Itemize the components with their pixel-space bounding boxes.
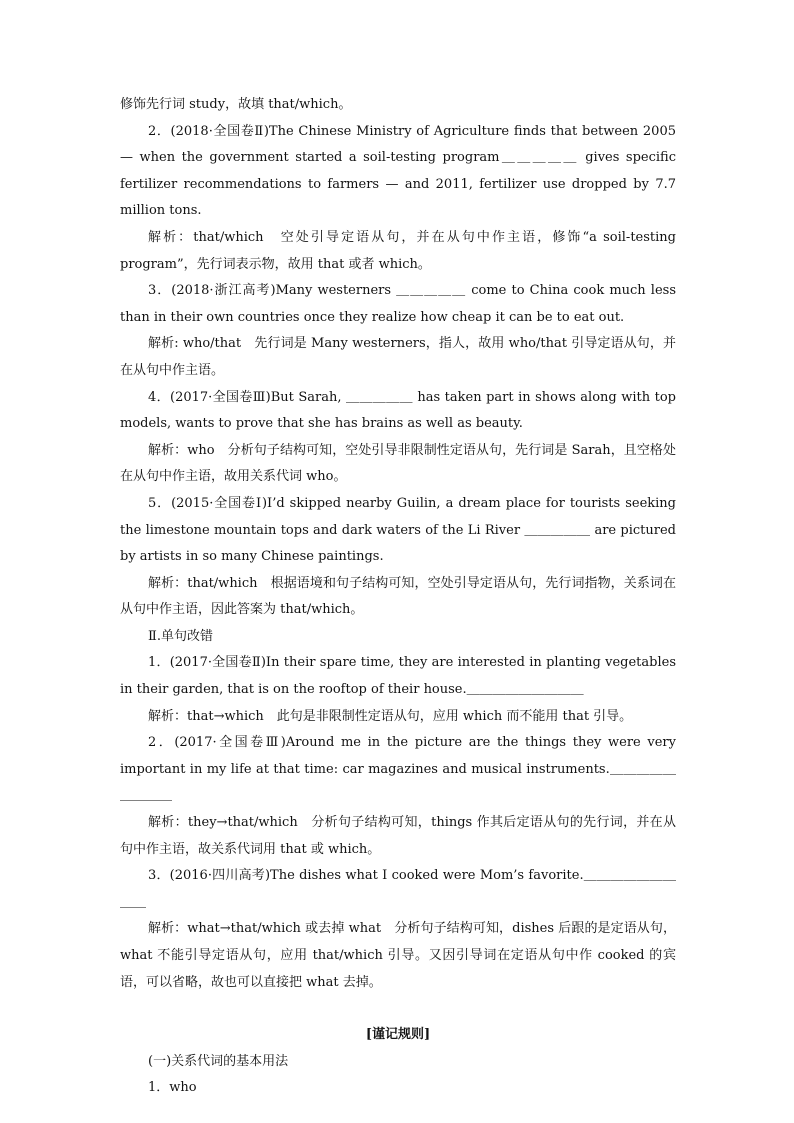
correction-question-3: 3．(2016·四川高考)The dishes what I cooked were Mom’s favorite.＿＿＿＿＿＿＿＿＿ <box>120 868 676 910</box>
rules-heading: [谨记规则] <box>365 1027 431 1043</box>
question-2: 2．(2018·全国卷Ⅱ)The Chinese Ministry of Agriculture finds that between 2005 — when the government started a soil-testing program＿＿＿＿＿ gives specific fertilizer recommendations to farmers — and 2011, fertilizer use dropped by 7.7 million tons. <box>120 123 676 219</box>
paragraph-0: 修饰先行词 study，故填 that/which。 <box>120 97 352 112</box>
correction-analysis-2: 解析：they→that/which 分析句子结构可知，things 作其后定语从句的先行词，并在从句中作主语，故关系代词用 that 或 which。 <box>120 815 676 857</box>
correction-question-2: 2．(2017·全国卷Ⅲ)Around me in the picture are the things they were very important in my life at that time: car magazines and musical instruments.＿＿＿＿＿＿＿＿＿ <box>120 735 676 804</box>
subitem-who: 1．who <box>148 1080 197 1096</box>
analysis-4: 解析：who 分析句子结构可知，空处引导非限制性定语从句，先行词是 Sarah，且空格处在从句中作主语，故用关系代词 who。 <box>120 442 676 485</box>
correction-analysis-1: 解析：that→which 此句是非限制性定语从句，应用 which 而不能用 that 引导。 <box>148 708 633 724</box>
subheading-relative-pronouns: (一)关系代词的基本用法 <box>148 1053 289 1069</box>
question-5: 5．(2015·全国卷Ⅰ)I’d skipped nearby Guilin, a dream place for tourists seeking the limestone mountain tops and dark waters of the Li River ＿＿＿＿＿ are pictured by artists in so many Chinese paintings. <box>120 495 676 565</box>
correction-analysis-3: 解析：what→that/which 或去掉 what 分析句子结构可知，dishes 后跟的是定语从句，what 不能引导定语从句，应用 that/which 引导。又因引导词在定语从句中作 cooked 的宾语，可以省略，故也可以直接把 what 去掉。 <box>120 921 676 990</box>
analysis-3: 解析: who/that 先行词是 Many westerners，指人，故用 who/that 引导定语从句，并在从句中作主语。 <box>120 336 676 378</box>
section-title-error-correction: Ⅱ.单句改错 <box>148 628 213 644</box>
question-4: 4．(2017·全国卷Ⅲ)But Sarah, ＿＿＿＿＿ has taken part in shows along with top models, wants to prove that she has brains as well as beauty. <box>120 389 676 432</box>
analysis-5: 解析：that/which 根据语境和句子结构可知，空处引导定语从句，先行词指物，关系词在从句中作主语，因此答案为 that/which。 <box>120 575 676 618</box>
analysis-2: 解析：that/which 空处引导定语从句，并在从句中作主语，修饰“a soil-testing program”，先行词表示物，故用 that 或者 which。 <box>120 229 676 272</box>
question-3: 3．(2018·浙江高考)Many westerners ＿＿＿＿＿ come to China cook much less than in their own countries once they realize how cheap it can be to eat out. <box>120 283 676 325</box>
correction-question-1: 1．(2017·全国卷Ⅱ)In their spare time, they are interested in planting vegetables in their garden, that is on the rooftop of their house.＿＿＿＿＿＿＿＿＿ <box>120 655 676 698</box>
document-content <box>120 92 676 1102</box>
